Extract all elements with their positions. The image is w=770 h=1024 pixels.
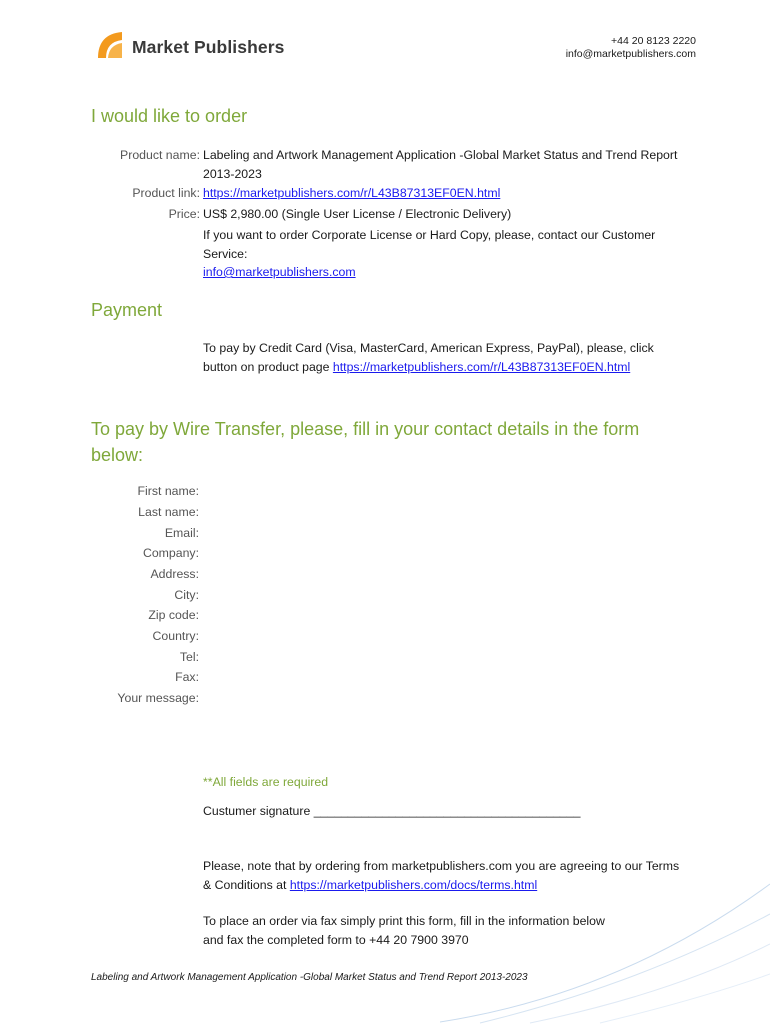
country-label: Country: (152, 629, 199, 643)
payment-product-link[interactable]: https://marketpublishers.com/r/L43B87313EF0EN.html (332, 359, 631, 374)
logo-text: Market Publishers (132, 37, 285, 57)
customer-signature-line: Custumer signature _______________________________________ (203, 804, 581, 818)
payment-heading: Payment (91, 300, 163, 320)
product-link-label: Product link: (132, 186, 200, 200)
fax-note-line1: To place an order via fax simply print this form, fill in the information below (203, 914, 605, 928)
payment-line2-prefix: button on product page (203, 359, 333, 374)
address-label: Address: (150, 567, 199, 581)
price-value: US$ 2,980.00 (Single User License / Electronic Delivery) (203, 207, 512, 221)
product-name-line1: Labeling and Artwork Management Application -Global Market Status and Trend Report (203, 148, 678, 162)
company-label: Company: (142, 546, 199, 560)
wire-heading-line1: To pay by Wire Transfer, please, fill in your contact details in the form (91, 419, 640, 439)
header-phone: +44 20 8123 2220 (611, 35, 696, 47)
product-link[interactable]: https://marketpublishers.com/r/L43B87313EF0EN.html (203, 186, 501, 200)
corporate-line1: If you want to order Corporate License or Hard Copy, please, contact our Customer (203, 228, 656, 242)
message-label: Your message: (117, 691, 199, 705)
decorative-swoosh-graphic (440, 844, 770, 1024)
product-name-label: Product name: (120, 148, 200, 162)
order-heading: I would like to order (91, 106, 248, 126)
terms-line1: Please, note that by ordering from marketpublishers.com you are agreeing to our Terms (203, 859, 680, 873)
terms-link[interactable]: https://marketpublishers.com/docs/terms.html (289, 877, 538, 892)
logo-mark-icon (96, 30, 128, 60)
terms-line2-prefix: & Conditions at (203, 877, 290, 892)
product-name-line2: 2013-2023 (203, 166, 262, 181)
email-label: Email: (164, 526, 199, 540)
tel-label: Tel: (179, 650, 199, 664)
product-name-value (203, 146, 723, 183)
city-label: City: (174, 588, 199, 602)
page-footer: Labeling and Artwork Management Application -Global Market Status and Trend Report 2013-2023 (91, 972, 528, 983)
corporate-line2: Service: (203, 246, 248, 261)
required-fields-note: **All fields are required (203, 775, 329, 789)
service-email-link[interactable]: info@marketpublishers.com (203, 265, 356, 279)
header-email[interactable]: info@marketpublishers.com (565, 48, 696, 60)
wire-heading-line2: below: (91, 445, 144, 465)
wire-heading (91, 416, 691, 468)
corporate-license-note (203, 226, 723, 282)
last-name-label: Last name: (138, 505, 199, 519)
zip-code-label: Zip code: (148, 608, 199, 622)
header-contact (566, 35, 696, 61)
payment-line1: To pay by Credit Card (Visa, MasterCard, American Express, PayPal), please, click (203, 341, 654, 355)
market-publishers-logo[interactable] (96, 28, 306, 62)
first-name-label: First name: (137, 484, 199, 498)
fax-note-line2: and fax the completed form to +44 20 7900 3970 (203, 932, 469, 947)
fax-label: Fax: (175, 670, 199, 684)
product-link-value (203, 184, 723, 203)
payment-text (203, 339, 723, 376)
price-label: Price: (168, 207, 200, 221)
